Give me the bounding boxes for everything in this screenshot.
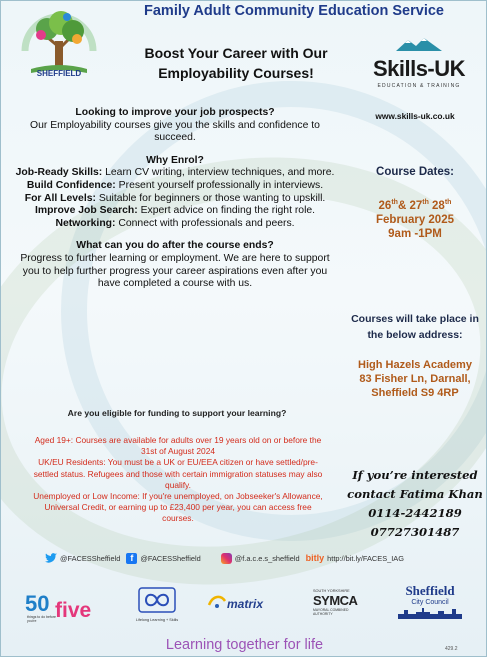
header-title: Family Adult Community Education Service	[144, 3, 444, 19]
why-item-label: For All Levels:	[24, 192, 96, 204]
instagram-link[interactable]: @f.a.c.e.s_sheffield	[221, 553, 300, 564]
date-month: February 2025	[376, 213, 454, 226]
headline-line-1: Boost Your Career with Our	[144, 45, 328, 61]
course-dates	[345, 196, 485, 241]
why-title: Why Enrol?	[146, 154, 204, 166]
matrix-swoosh-icon	[207, 593, 227, 613]
sheffield-city-council-logo: Sheffield City Council	[393, 583, 467, 627]
why-item-text: Expert advice on finding the right role.	[140, 205, 316, 217]
eligibility-line: UK/EU Residents: You must be a UK or EU/EEA citizen or have settled/pre-settled status. Refugees and those with certain immigration statuses may also qualify.	[33, 457, 323, 490]
headline-line-2: Employability Courses!	[158, 65, 314, 81]
eligibility-line: Unemployed or Low Income: If you're unemployed, on Jobseeker's Allowance, Universal Credit, or earning up to £23,400 per year, you can access free courses.	[33, 491, 323, 524]
why-item-text: Present yourself professionally in interviews.	[118, 179, 324, 191]
why-item-text: Connect with professionals and peers.	[118, 217, 295, 229]
contact-phone[interactable]: 0114-2442189	[368, 506, 462, 520]
footer-tagline: Learning together for life	[165, 637, 324, 653]
instagram-icon	[221, 553, 232, 564]
eligibility-line: Aged 19+: Courses are available for adults over 19 years old on or before the 31st of August 2024	[34, 435, 322, 457]
why-item-label: Build Confidence:	[26, 179, 116, 191]
website-link[interactable]: www.skills-uk.co.uk	[375, 111, 455, 121]
eligibility-criteria	[33, 435, 323, 525]
bitly-logo: bitly	[305, 553, 325, 563]
why-item-text: Suitable for beginners or those wanting to upskill.	[98, 192, 326, 204]
date-time: 9am -1PM	[388, 227, 442, 240]
address-line: High Hazels Academy	[358, 359, 472, 371]
intro-question: Looking to improve your job prospects?	[75, 107, 275, 118]
address-line: 83 Fisher Ln, Darnall,	[359, 373, 471, 385]
venue-label: Courses will take place in the below address:	[351, 313, 479, 341]
contact-info	[345, 466, 485, 542]
sheffield-logo-text: SHEFFIELD	[36, 69, 82, 78]
faces-tree-logo	[11, 7, 107, 87]
city-skyline-icon	[398, 607, 462, 619]
contact-name: contact Fatima Khan	[347, 487, 483, 501]
why-item	[11, 218, 339, 231]
why-item-label: Improve Job Search:	[34, 205, 138, 217]
brand-name: Skills-UK	[372, 56, 466, 81]
after-text: Progress to further learning or employment. We are here to support you to help further progress your career aspirations even after you have completed a course with us.	[20, 252, 330, 290]
why-item	[11, 180, 339, 193]
course-dates-label: Course Dates:	[376, 166, 454, 178]
symca-logo: SOUTH YORKSHIRE SYMCA MAYORAL COMBINED AUTHORITY	[313, 589, 358, 616]
reference-code: 429.2	[445, 646, 458, 652]
venue-address	[345, 358, 485, 400]
contact-line: If you’re interested	[352, 468, 478, 482]
eligibility-title: Are you eligible for funding to support your learning?	[67, 408, 287, 418]
after-title: What can you do after the course ends?	[76, 240, 274, 252]
partner-logos	[21, 583, 471, 629]
twitter-link[interactable]: @FACESSheffield	[45, 553, 120, 563]
facebook-icon: f	[126, 553, 137, 564]
date-days: 26th& 27th 28th	[378, 199, 452, 212]
matrix-logo: matrix	[207, 591, 287, 621]
lifelong-learning-logo: Lifelong Learning + Skills	[129, 587, 185, 627]
intro-text: Our Employability courses give you the skills and confidence to succeed.	[30, 119, 320, 144]
headline	[121, 43, 351, 83]
why-item	[11, 205, 339, 218]
contact-mobile[interactable]: 07727301487	[370, 525, 460, 539]
skills-uk-logo	[359, 37, 479, 107]
infinity-icon	[138, 587, 176, 613]
address-line: Sheffield S9 4RP	[371, 387, 459, 399]
main-content	[11, 107, 339, 291]
why-item-label: Job-Ready Skills:	[15, 167, 103, 179]
why-item-text: Learn CV writing, interview techniques, and more.	[105, 167, 335, 179]
50-things-logo: 50 things to do before you're five	[25, 591, 92, 623]
brand-tagline: EDUCATION & TRAINING	[377, 83, 461, 89]
mountain-icon	[396, 37, 442, 51]
why-item	[11, 167, 339, 180]
why-item-label: Networking:	[55, 217, 116, 229]
facebook-link[interactable]: f @FACESSheffield	[126, 553, 200, 564]
why-item	[11, 193, 339, 206]
bitly-link[interactable]: bitly http://bit.ly/FACES_IAG	[305, 553, 404, 563]
twitter-icon	[45, 553, 57, 563]
social-links	[45, 551, 445, 565]
